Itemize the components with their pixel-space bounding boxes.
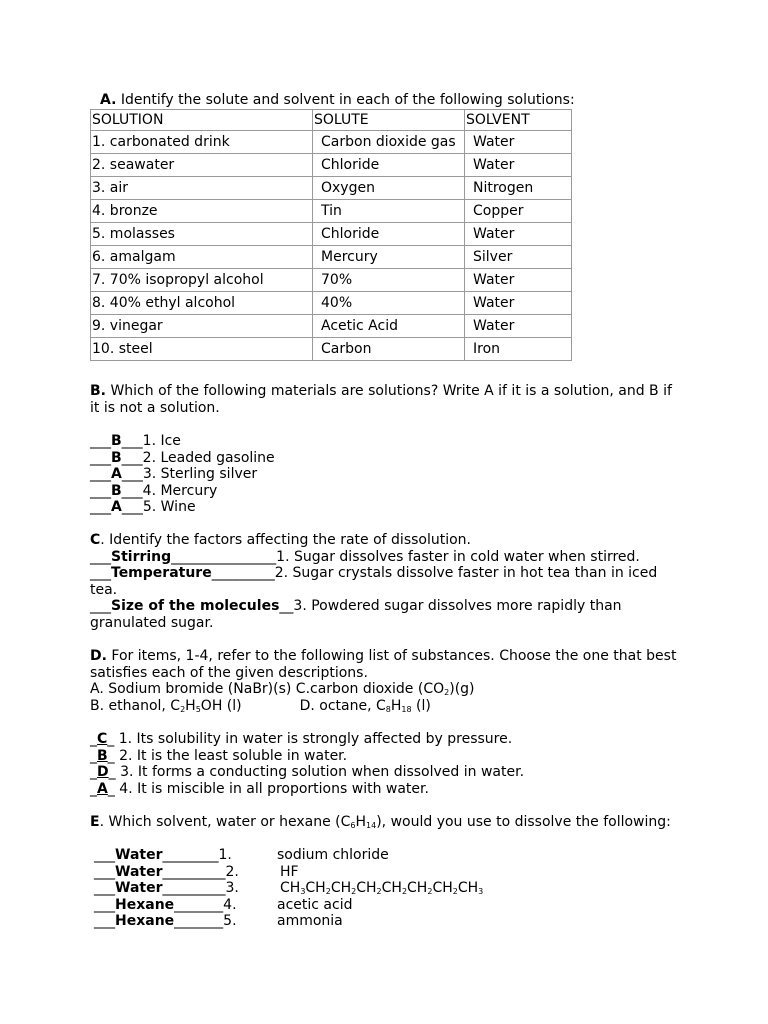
section-d-items — [90, 731, 680, 797]
item-text: 1. Ice — [142, 433, 181, 449]
subscript: 2 — [444, 688, 450, 698]
answer-text: B — [97, 747, 108, 764]
choice-row-a-c — [90, 681, 680, 698]
list-item — [90, 433, 680, 450]
item-text: HF — [280, 863, 299, 880]
list-item — [90, 748, 680, 765]
subscript: 2 — [325, 887, 331, 897]
formula-part: CH — [381, 880, 402, 897]
answer-blank: ___ — [94, 863, 115, 880]
choice-text: (l) — [411, 697, 431, 714]
cell-solution: 9. vinegar — [91, 315, 313, 338]
cell-solution: 1. carbonated drink — [91, 131, 313, 154]
answer-blank: ___ — [94, 896, 115, 913]
item-text: 4. It is miscible in all proportions with water. — [114, 780, 429, 797]
subscript: 2 — [351, 887, 357, 897]
item-text: 4. Mercury — [142, 482, 218, 499]
answer-blank: _ — [90, 764, 97, 781]
choice-text: OH (l) — [200, 697, 242, 714]
answer-blank: __ — [279, 598, 294, 615]
answer-text: B — [111, 433, 122, 449]
choice-text: Sodium bromide (NaBr)(s) C.carbon dioxide (CO — [103, 681, 445, 698]
cell-solute: Oxygen — [313, 177, 465, 200]
cell-solvent: Water — [465, 292, 572, 315]
chemical-formula — [280, 880, 483, 897]
answer-text: Stirring — [111, 548, 172, 565]
cell-solution: 6. amalgam — [91, 246, 313, 269]
list-item — [90, 483, 680, 500]
section-e-text: . Which solvent, water or hexane (C — [99, 814, 351, 830]
item-text: 2. Leaded gasoline — [142, 449, 275, 466]
cell-solvent: Silver — [465, 246, 572, 269]
list-item — [94, 864, 684, 881]
answer-blank: _ — [108, 764, 116, 781]
cell-solvent: Iron — [465, 338, 572, 361]
item-text: 3. Powdered sugar dissolves more rapidly than granulated sugar. — [90, 598, 622, 631]
subscript: 2 — [452, 887, 458, 897]
choice-text: H — [185, 697, 196, 714]
list-item — [94, 897, 684, 914]
list-item — [90, 565, 680, 598]
header-solvent: SOLVENT — [465, 110, 572, 131]
answer-text: A — [111, 499, 122, 516]
formula-part: CH — [305, 880, 326, 897]
answer-blank: ___ — [94, 913, 115, 930]
answer-text: D — [97, 764, 109, 781]
cell-solution: 3. air — [91, 177, 313, 200]
subscript: 18 — [401, 704, 412, 714]
header-solute: SOLUTE — [313, 110, 465, 131]
table-row — [91, 246, 572, 269]
answer-text: Size of the molecules — [111, 598, 280, 615]
cell-solute: 70% — [313, 269, 465, 292]
cell-solvent: Copper — [465, 200, 572, 223]
answer-blank: _________ — [211, 565, 275, 582]
answer-blank: _ — [107, 731, 115, 747]
table-row — [91, 292, 572, 315]
cell-solvent: Nitrogen — [465, 177, 572, 200]
table-row — [91, 269, 572, 292]
item-text: 5. Wine — [142, 499, 196, 516]
subscript: 3 — [478, 887, 484, 897]
cell-solution: 2. seawater — [91, 154, 313, 177]
cell-solution: 5. molasses — [91, 223, 313, 246]
section-c-instruction — [90, 532, 680, 549]
list-item — [90, 598, 680, 631]
item-text: sodium chloride — [277, 847, 389, 863]
answer-blank: ___ — [121, 433, 143, 449]
cell-solute: Chloride — [313, 223, 465, 246]
section-c — [90, 532, 680, 632]
section-a-instruction — [100, 92, 690, 109]
table-header-row — [91, 110, 572, 131]
answer-text: Water — [115, 880, 163, 897]
answer-blank: ___ — [90, 466, 111, 483]
section-e-instruction — [90, 814, 680, 831]
answer-blank: ___ — [94, 847, 115, 863]
table-row — [91, 200, 572, 223]
subscript: 8 — [385, 704, 391, 714]
cell-solvent: Water — [465, 315, 572, 338]
item-text: 3. It forms a conducting solution when dissolved in water. — [115, 764, 525, 781]
cell-solute: Mercury — [313, 246, 465, 269]
table-row — [91, 154, 572, 177]
list-item — [90, 764, 680, 781]
item-number: 2. — [225, 863, 239, 880]
list-item — [90, 731, 680, 748]
item-text: 2. It is the least soluble in water. — [114, 747, 348, 764]
item-text: 1. Sugar dissolves faster in cold water when stirred. — [276, 548, 640, 565]
answer-blank: ___ — [90, 565, 111, 582]
list-item — [90, 549, 680, 566]
answer-text: Temperature — [111, 565, 212, 582]
section-a-text: Identify the solute and solvent in each of the following solutions: — [116, 92, 575, 108]
choice-text: H — [390, 697, 402, 714]
choice-row-b-d — [90, 698, 680, 715]
table-row — [91, 223, 572, 246]
answer-text: A — [111, 466, 122, 483]
list-item — [94, 913, 684, 930]
formula-part: CH — [330, 880, 352, 897]
cell-solution: 7. 70% isopropyl alcohol — [91, 269, 313, 292]
subscript: 5 — [195, 704, 201, 714]
answer-text: Hexane — [115, 896, 175, 913]
cell-solution: 8. 40% ethyl alcohol — [91, 292, 313, 315]
subscript: 6 — [350, 821, 356, 830]
answer-blank: _ — [107, 747, 115, 764]
answer-blank: ___ — [90, 499, 111, 516]
cell-solute: 40% — [313, 292, 465, 315]
section-c-letter: C — [90, 532, 101, 548]
table-row — [91, 315, 572, 338]
answer-blank: _________ — [162, 880, 226, 897]
answer-blank: ___ — [90, 548, 111, 565]
formula-part: CH — [457, 880, 479, 897]
list-item — [90, 450, 680, 467]
formula-part: CH — [407, 880, 428, 897]
answer-text: Water — [115, 863, 163, 880]
table-row — [91, 177, 572, 200]
subscript: 2 — [401, 887, 408, 897]
item-text: ammonia — [277, 913, 343, 930]
item-text: acetic acid — [277, 896, 353, 913]
section-b-instruction — [90, 383, 680, 416]
section-d-text: For items, 1-4, refer to the following list of substances. Choose the one that best satisfies each of the given descriptions. — [90, 648, 677, 681]
answer-blank: _ — [90, 747, 97, 764]
subscript: 2 — [427, 887, 433, 897]
list-item — [90, 499, 680, 516]
list-item — [94, 880, 684, 897]
section-e-text: H — [355, 814, 367, 830]
answer-blank: _ — [90, 780, 97, 797]
list-item — [90, 466, 680, 483]
cell-solute: Chloride — [313, 154, 465, 177]
cell-solvent: Water — [465, 131, 572, 154]
answer-blank: _______ — [174, 896, 224, 913]
answer-blank: ___ — [90, 482, 111, 499]
answer-blank: _________ — [162, 863, 226, 880]
item-number: 4. — [223, 896, 237, 913]
cell-solution: 4. bronze — [91, 200, 313, 223]
choice-text: ethanol, C — [104, 697, 181, 714]
cell-solution: 10. steel — [91, 338, 313, 361]
section-e-text: ), would you use to dissolve the following: — [376, 814, 671, 830]
table-row — [91, 131, 572, 154]
cell-solvent: Water — [465, 154, 572, 177]
item-text: 2. Sugar crystals dissolve faster in hot tea than in iced tea. — [90, 565, 658, 598]
section-b-letter: B. — [90, 383, 106, 399]
subscript: 3 — [300, 887, 306, 897]
answer-blank: ___ — [121, 482, 143, 499]
subscript: 2 — [180, 704, 186, 714]
section-d-letter: D. — [90, 648, 107, 664]
subscript: 2 — [376, 887, 382, 897]
answer-text: A — [97, 780, 108, 797]
answer-blank: _ — [107, 780, 115, 797]
answer-blank: ___ — [90, 433, 111, 449]
section-d — [90, 648, 680, 714]
formula-part: CH — [280, 880, 301, 897]
section-b-items — [90, 433, 680, 516]
choice-text: D. octane, C — [299, 697, 386, 714]
formula-part: CH — [432, 880, 453, 897]
list-item — [90, 781, 680, 798]
item-number: 3. — [225, 880, 239, 897]
choice-letter: B. — [90, 697, 105, 714]
answer-text: B — [111, 482, 122, 499]
answer-blank: ___ — [121, 466, 143, 483]
subscript: 14 — [366, 821, 377, 830]
cell-solute: Acetic Acid — [313, 315, 465, 338]
formula-part: CH — [356, 880, 377, 897]
choice-text: )(g) — [449, 681, 475, 698]
table-row — [91, 338, 572, 361]
answer-blank: ___ — [90, 598, 111, 615]
section-d-instruction — [90, 648, 680, 681]
section-e-items — [94, 847, 684, 930]
section-e-letter: E — [90, 814, 100, 830]
answer-blank: ___ — [121, 449, 143, 466]
answer-blank: ___ — [94, 880, 115, 897]
answer-text: B — [111, 449, 122, 466]
item-text: 3. Sterling silver — [142, 466, 258, 483]
header-solution: SOLUTION — [91, 110, 313, 131]
choice-letter: A. — [90, 681, 104, 698]
answer-text: Hexane — [115, 913, 175, 930]
item-text: 1. Its solubility in water is strongly affected by pressure. — [114, 731, 513, 747]
cell-solvent: Water — [465, 269, 572, 292]
answer-blank: _ — [90, 731, 97, 747]
answer-blank: ___ — [121, 499, 143, 516]
list-item — [94, 847, 684, 864]
section-a-letter: A. — [100, 92, 117, 108]
cell-solute: Carbon dioxide gas — [313, 131, 465, 154]
section-c-text: . Identify the factors affecting the rate of dissolution. — [100, 532, 472, 548]
cell-solute: Carbon — [313, 338, 465, 361]
answer-blank: ___ — [90, 449, 111, 466]
section-b-text: Which of the following materials are solutions? Write A if it is a solution, and B if it is not a solution. — [90, 383, 672, 416]
cell-solute: Tin — [313, 200, 465, 223]
answer-blank: _______ — [174, 913, 224, 930]
item-number: 5. — [223, 913, 237, 930]
answer-blank: _______________ — [171, 548, 277, 565]
answer-text: C — [97, 731, 108, 747]
answer-text: Water — [115, 847, 163, 863]
cell-solvent: Water — [465, 223, 572, 246]
item-number: 1. — [218, 847, 232, 863]
solutions-table — [90, 109, 572, 361]
answer-blank: ________ — [162, 847, 219, 863]
